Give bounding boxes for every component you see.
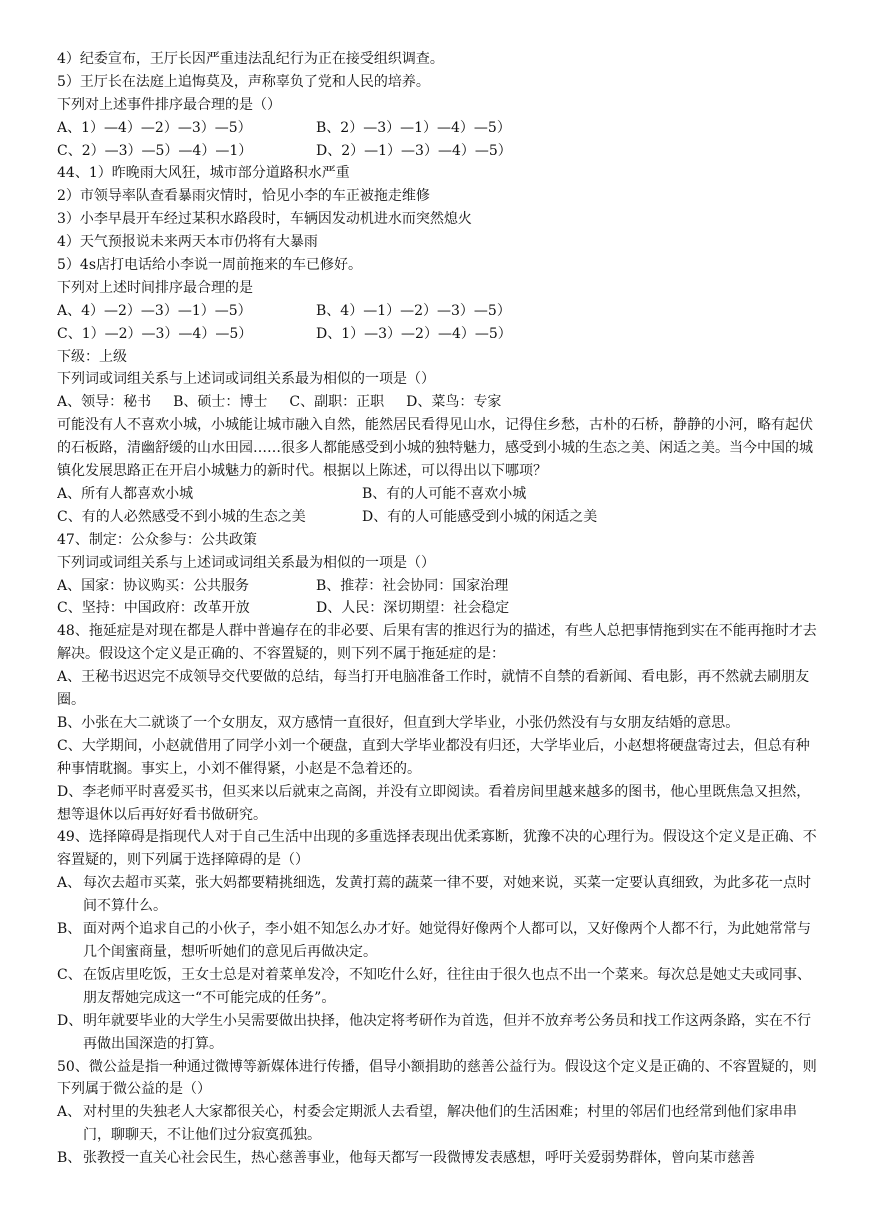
option-a: A、1）—4）—2）—3）—5） <box>57 119 252 136</box>
text-line: 3）小李早晨开车经过某积水路段时，车辆因发动机进水而突然熄火 <box>57 211 472 228</box>
option-marker: B、 <box>57 1150 82 1167</box>
option-marker: C、 <box>57 966 82 983</box>
option-c: C、副职：正职 <box>289 394 385 411</box>
option-marker: D、 <box>57 1012 83 1029</box>
option-b: B、硕士：博士 <box>173 394 268 411</box>
option-marker: A、 <box>57 875 82 892</box>
options-row <box>57 323 817 346</box>
option-d: D、人民：深切期望：社会稳定 <box>316 600 510 617</box>
option-a: A、所有人都喜欢小城 <box>57 485 194 502</box>
options-row <box>57 597 817 620</box>
option-c: C、1）—2）—3）—4）—5） <box>57 325 253 342</box>
option-a: A、领导：秘书 <box>57 394 152 411</box>
option-b: B、4）—1）—2）—3）—5） <box>316 302 511 319</box>
option-a <box>57 1101 817 1147</box>
option-d: D、1）—3）—2）—4）—5） <box>316 325 512 342</box>
question-49-stem: 49、选择障碍是指现代人对于自己生活中出现的多重选择表现出优柔寡断，犹豫不决的心理行为。假设这个定义是正确、不容置疑的，则下列属于选择障碍的是（） <box>57 829 817 869</box>
question-stem: 下列词或词组关系与上述词或词组关系最为相似的一项是（） <box>57 371 435 388</box>
options-row <box>57 391 817 414</box>
question-50-stem: 50、微公益是指一种通过微博等新媒体进行传播，倡导小额捐助的慈善公益行为。假设这个定义是正确的、不容置疑的，则下列属于微公益的是（） <box>57 1058 817 1098</box>
option-b <box>57 1147 817 1170</box>
question-47-pair: 47、制定：公众参与：公共政策 <box>57 531 257 548</box>
option-b: B、有的人可能不喜欢小城 <box>362 485 527 502</box>
text-line: 5）4s店打电话给小李说一周前拖来的车已修好。 <box>57 257 362 274</box>
option-a: A、王秘书迟迟完不成领导交代要做的总结，每当打开电脑准备工作时，就情不自禁的看新闻、看电影，再不然就去刷朋友圈。 <box>57 669 810 709</box>
option-a: A、国家：协议购买：公共服务 <box>57 577 250 594</box>
option-c <box>57 964 817 1010</box>
option-a: A、4）—2）—3）—1）—5） <box>57 302 252 319</box>
text-line: 5）王厅长在法庭上追悔莫及，声称辜负了党和人民的培养。 <box>57 73 430 90</box>
options-row <box>57 300 817 323</box>
option-text: 面对两个追求自己的小伙子，李小姐不知怎么办才好。她觉得好像两个人都可以，又好像两个人都不行，为此她常常与几个闺蜜商量，想听听她们的意见后再做决定。 <box>83 921 811 960</box>
option-c: C、有的人必然感受不到小城的生态之美 <box>57 508 306 525</box>
option-text: 对村里的失独老人大家都很关心，村委会定期派人去看望，解决他们的生活困难；村里的邻居们也经常到他们家串串门，聊聊天，不让他们过分寂寞孤独。 <box>83 1104 797 1144</box>
option-text: 张教授一直关心社会民生，热心慈善事业，他每天都写一段微博发表感想，呼吁关爱弱势群体，曾向某市慈善 <box>83 1150 755 1167</box>
option-text: 在饭店里吃饭，王女士总是对着菜单发冷，不知吃什么好，往往由于很久也点不出一个菜来。每次总是她丈夫或同事、朋友帮她完成这一“不可能完成的任务”。 <box>83 966 811 1006</box>
option-b: B、小张在大二就谈了一个女朋友，双方感情一直很好，但直到大学毕业，小张仍然没有与女朋友结婚的意思。 <box>57 714 740 731</box>
option-marker: A、 <box>57 1104 82 1121</box>
options-row <box>57 140 817 163</box>
question-45-pair: 下级：上级 <box>57 348 127 365</box>
text-line: 4）纪委宣布，王厅长因严重违法乱纪行为正在接受组织调查。 <box>57 51 444 67</box>
option-marker: B、 <box>57 921 82 938</box>
question-46-passage: 可能没有人不喜欢小城，小城能让城市融入自然，能然居民看得见山水，记得住乡愁，古朴的石桥，静静的小河，略有起伏的石板路，清幽舒缓的山水田园……很多人都能感受到小城的独特魅力，感受到小城的生态之美、闲适之美。当今中国的城镇化发展思路正在开启小城魅力的新时代。根据以上陈述，可以得出以下哪项？ <box>57 417 813 480</box>
option-c: C、大学期间，小赵就借用了同学小刘一个硬盘，直到大学毕业都没有归还，大学毕业后，小赵想将硬盘寄过去，但总有种种事情耽搁。事实上，小刘不催得紧，小赵是不急着还的。 <box>57 737 810 777</box>
question-stem: 下列对上述事件排序最合理的是（） <box>57 96 281 113</box>
option-d: D、2）—1）—3）—4）—5） <box>316 142 512 159</box>
option-text: 每次去超市买菜，张大妈都要精挑细选，发黄打蔫的蔬菜一律不要，对她来说，买菜一定要认真细致，为此多花一点时间不算什么。 <box>83 875 811 915</box>
text-line: 4）天气预报说未来两天本市仍将有大暴雨 <box>57 234 318 251</box>
option-d: D、有的人可能感受到小城的闲适之美 <box>362 508 598 525</box>
option-c: C、2）—3）—5）—4）—1） <box>57 142 253 159</box>
option-c: C、坚持：中国政府：改革开放 <box>57 600 250 617</box>
options-row <box>57 117 817 140</box>
options-row <box>57 483 817 506</box>
option-d <box>57 1010 817 1056</box>
option-a <box>57 872 817 918</box>
options-row <box>57 575 817 598</box>
option-b: B、2）—3）—1）—4）—5） <box>316 119 511 136</box>
question-stem: 下列对上述时间排序最合理的是 <box>57 279 253 296</box>
option-d: D、菜鸟：专家 <box>406 394 502 411</box>
question-48-stem: 48、拖延症是对现在都是人群中普遍存在的非必要、后果有害的推迟行为的描述，有些人总把事情拖到实在不能再拖时才去解决。假设这个定义是正确的、不容置疑的，则下列不属于拖延症的是： <box>57 623 817 663</box>
options-row <box>57 506 817 529</box>
text-line: 2）市领导率队查看暴雨灾情时，恰见小李的车正被拖走维修 <box>57 188 430 205</box>
option-b: B、推荐：社会协同：国家治理 <box>316 577 509 594</box>
option-text: 明年就要毕业的大学生小吴需要做出抉择，他决定将考研作为首选，但并不放弃考公务员和找工作这两条路，实在不行再做出国深造的打算。 <box>83 1012 811 1052</box>
option-d: D、李老师平时喜爱买书，但买来以后就束之高阁，并没有立即阅读。看着房间里越来越多的图书，他心里既焦急又担然，想等退休以后再好好看书做研究。 <box>57 783 811 823</box>
question-stem: 下列词或词组关系与上述词或词组关系最为相似的一项是（） <box>57 554 435 571</box>
option-b <box>57 918 817 964</box>
question-44: 44、1）昨晚雨大风狂，城市部分道路积水严重 <box>57 165 350 182</box>
